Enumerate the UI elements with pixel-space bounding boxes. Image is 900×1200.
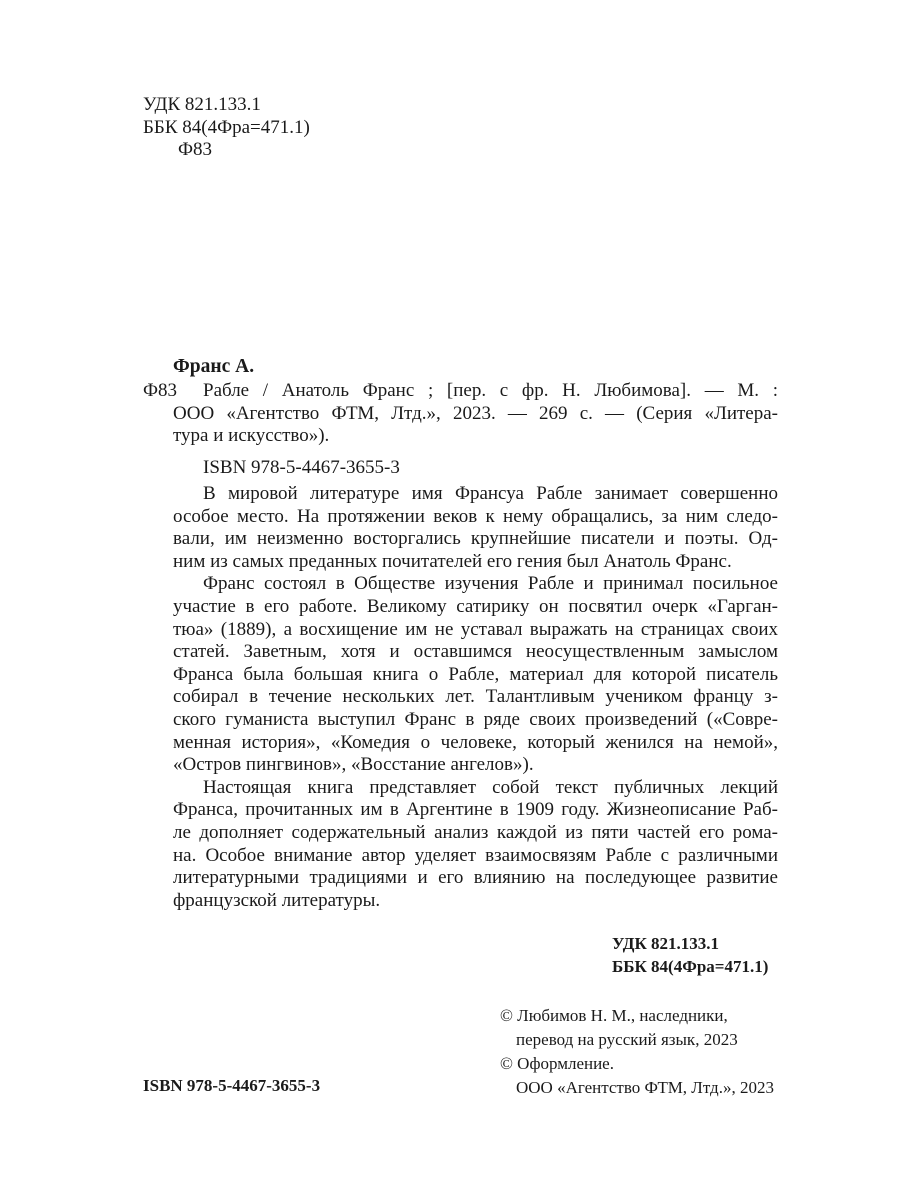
annotation-line: Франс состоял в Обществе изучения Рабле и принимал посильное [203,573,778,595]
copyright-line: перевод на русский язык, 2023 [516,1030,738,1049]
author-mark: Ф83 [178,139,213,161]
bbk-code: ББК 84(4Фра=471.1) [143,116,310,138]
copyright-block [500,1004,774,1100]
annotation-paragraph [173,573,778,776]
annotation [173,483,778,912]
annotation-line: литературными традициями и его влиянию на последующее развитие [173,867,778,889]
udk-code-bottom: УДК 821.133.1 [612,934,720,953]
copyright-line: ООО «Агентство ФТМ, Лтд.», 2023 [516,1078,774,1097]
biblio-line: тура и искусство»). [173,425,330,447]
copyright-line: © Любимов Н. М., наследники, [500,1006,728,1025]
annotation-line: «Остров пингвинов», «Восстание ангелов»). [173,754,534,776]
annotation-line: особое место. На протяжении веков к нему обращались, за ним следо- [173,505,778,527]
udk-code: УДК 821.133.1 [143,94,261,115]
annotation-line: ним из самых преданных почитателей его гения был Анатоль Франс. [173,550,732,572]
bbk-code-bottom: ББК 84(4Фра=471.1) [612,957,769,976]
annotation-paragraph [173,483,778,573]
annotation-line: участие в его работе. Великому сатирику он посвятил очерк «Гарган- [173,595,778,617]
annotation-line: Франса была большая книга о Рабле, материал для которой писатель [173,663,778,685]
annotation-line: менная история», «Комедия о человеке, который женился на немой», [173,731,778,753]
annotation-line: Настоящая книга представляет собой текст публичных лекций [203,776,778,798]
isbn-bottom: ISBN 978-5-4467-3655-3 [143,1076,321,1095]
copyright-line: © Оформление. [500,1054,614,1073]
annotation-line: ского гуманиста выступил Франс в ряде своих произведений («Совре- [173,708,778,730]
annotation-line: В мировой литературе имя Франсуа Рабле занимает совершенно [203,483,778,504]
biblio-line: ООО «Агентство ФТМ, Лтд.», 2023. — 269 с. — (Серия «Литера- [173,402,778,424]
bottom-classification-block [612,932,768,978]
top-classification-block [143,94,310,162]
catalog-author-mark: Ф83 [143,380,178,401]
annotation-line: ле дополняет содержательный анализ каждой из пяти частей его рома- [173,821,778,843]
catalog-author: Франс А. [173,356,255,377]
annotation-line: вали, им неизменно восторгались крупнейшие писатели и поэты. Од- [173,528,778,550]
annotation-line: на. Особое внимание автор уделяет взаимосвязям Рабле с различными [173,844,778,866]
annotation-line: французской литературы. [173,889,381,911]
biblio-line: Рабле / Анатоль Франс ; [пер. с фр. Н. Любимова]. — М. : [203,380,778,401]
annotation-line: Франса, прочитанных им в Аргентине в 1909 году. Жизнеописание Раб- [173,799,778,821]
annotation-line: собирал в течение нескольких лет. Талантливым учеником францу з- [173,686,778,708]
annotation-line: статей. Заветным, хотя и оставшимся неосуществленным замыслом [173,641,778,663]
bibliographic-description [173,380,778,448]
annotation-paragraph [173,777,778,913]
annotation-line: тюа» (1889), а восхищение им не уставал выражать на страницах своих [173,618,778,640]
catalog-isbn: ISBN 978-5-4467-3655-3 [203,457,400,478]
